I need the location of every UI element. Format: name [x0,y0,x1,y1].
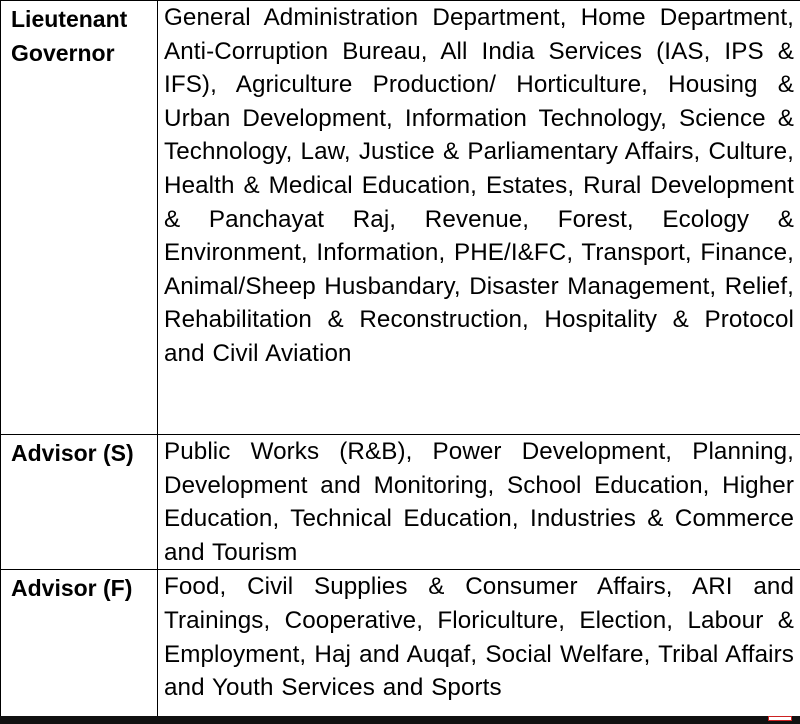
departments-cell: General Administration Department, Home Department, Anti-Corruption Bureau, All India Services (IAS, IPS & IFS), Agriculture Production/ Horticulture, Housing & Urban Development, Information Technology, Science & Technology, Law, Justice & Parliamentary Affairs, Culture, Health & Medical Education, Estates, Rural Development & Panchayat Raj, Revenue, Forest, Ecology & Environment, Information, PHE/I&FC, Transport, Finance, Animal/Sheep Husbandary, Disaster Management, Relief, Rehabilitation & Reconstruction, Hospitality & Protocol and Civil Aviation [158,1,800,435]
table-row [1,570,800,717]
departments-cell: Public Works (R&B), Power Development, Planning, Development and Monitoring, School Education, Higher Education, Technical Education, Industries & Commerce and Tourism [158,435,800,570]
role-cell: Lieutenant Governor [1,1,158,435]
corner-mark [768,716,792,721]
departments-cell: Food, Civil Supplies & Consumer Affairs, ARI and Trainings, Cooperative, Floriculture, Election, Labour & Employment, Haj and Auqaf, Social Welfare, Tribal Affairs and Youth Services and Sports [158,570,800,717]
table-row [1,1,800,435]
role-cell: Advisor (F) [1,570,158,717]
role-cell: Advisor (S) [1,435,158,570]
table-row [1,435,800,570]
bottom-border-bar [0,716,800,724]
